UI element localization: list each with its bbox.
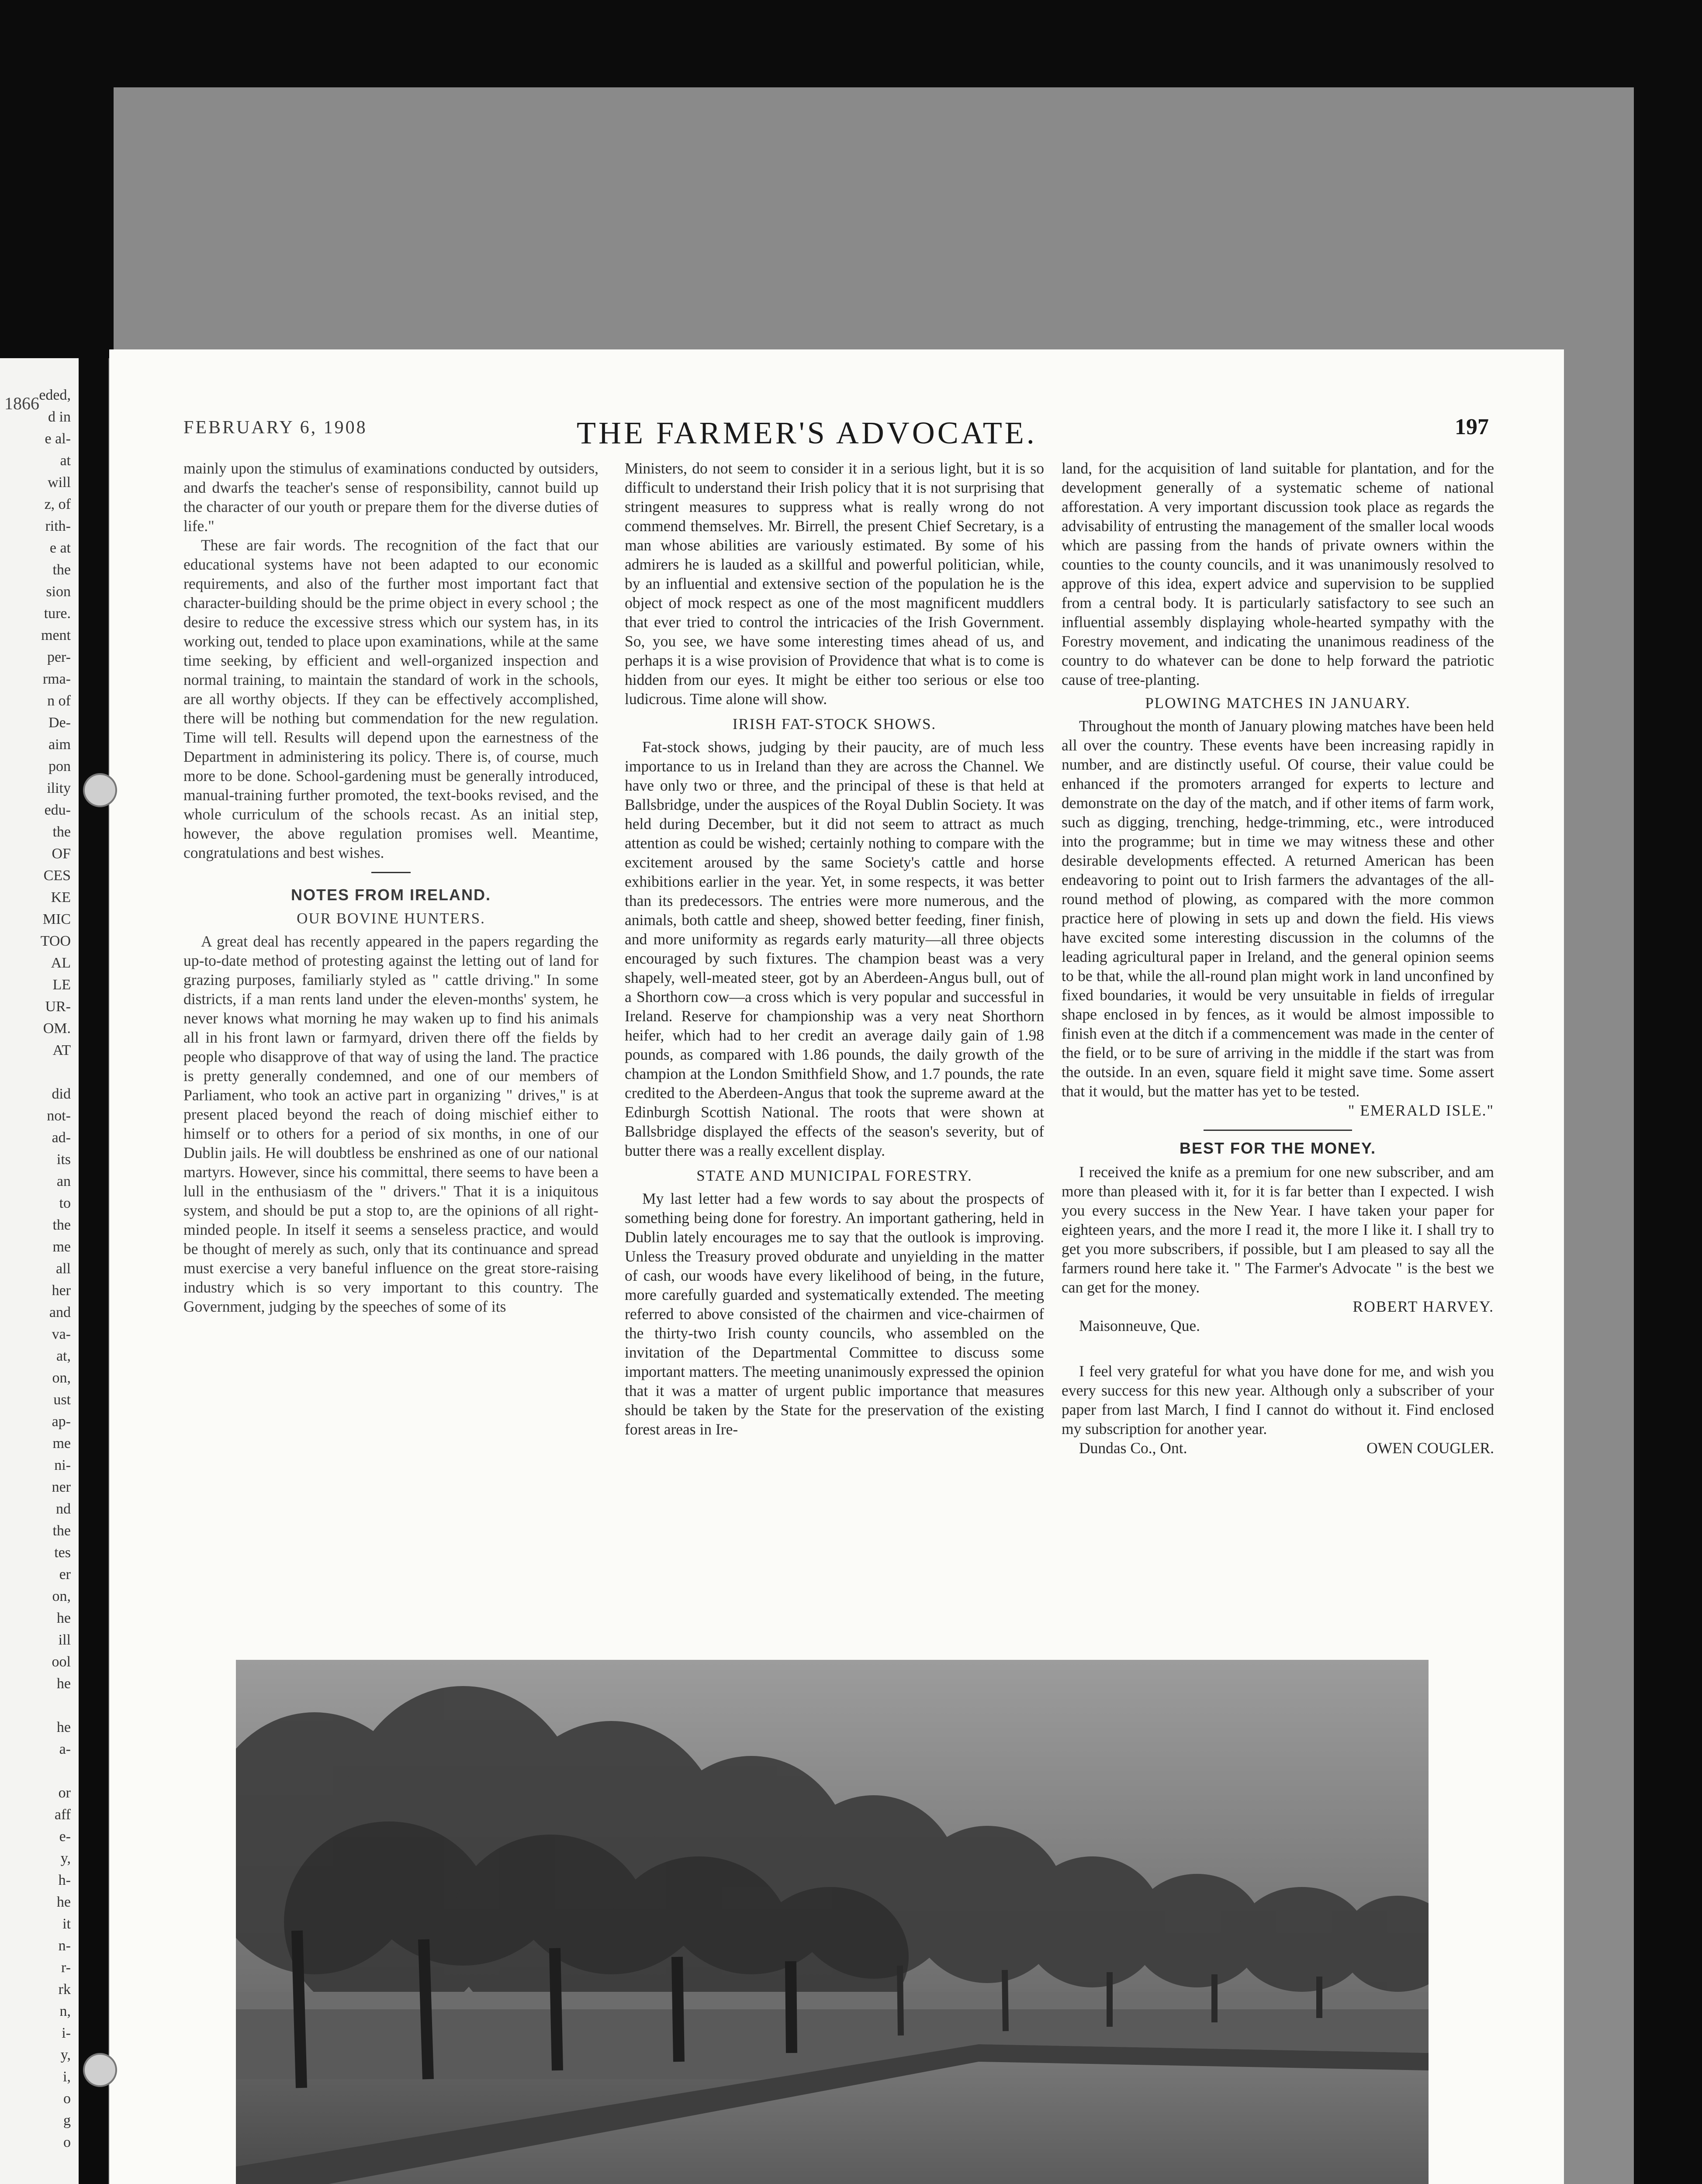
section-heading: BEST FOR THE MONEY. — [1179, 1139, 1377, 1157]
newspaper-page — [109, 349, 1564, 2184]
previous-page-fragment-line: nd — [56, 1501, 71, 1517]
previous-page-fragment-line: h- — [58, 1872, 71, 1888]
previous-page-fragment-line: rma- — [42, 671, 71, 687]
paragraph: My last letter had a few words to say about the prospects of something being done for forestry. An important gathering, held in Dublin lately encourages me to say that the outlook is improving. Unless the Treasury proved obdurate and unyielding in the matter of cash, our woods have every likelihood of being, in the future, more carefully guarded and systematically extended. The meeting referred to above consisted of the chairmen and vice-chairmen of the thirty-two Irish county councils, who assembled on the invitation of the Departmental Committee to discuss some important matters. The meeting unanimously expressed the opinion that it was a matter of urgent public importance that measures should be taken by the State for the preservation of the existing forest areas in Ire- — [625, 1190, 1044, 1438]
previous-page-fragment — [0, 358, 79, 2184]
previous-page-fragment-line: LE — [52, 977, 71, 993]
column-2 — [625, 459, 1044, 1439]
previous-page-fragment-line: on, — [52, 1588, 71, 1604]
previous-page-fragment-line: ap- — [52, 1413, 71, 1430]
separator-rule — [1204, 1130, 1352, 1131]
previous-page-fragment-line: will — [48, 474, 71, 491]
previous-page-fragment-line: did — [52, 1086, 71, 1102]
previous-page-fragment-line: g — [63, 2112, 71, 2129]
signature: ROBERT HARVEY. — [1353, 1298, 1494, 1315]
previous-page-fragment-line: y, — [60, 1850, 71, 1866]
previous-page-fragment-line: e al- — [45, 431, 71, 447]
previous-page-year: 1866 — [4, 394, 39, 413]
previous-page-fragment-line: the — [52, 1217, 71, 1233]
previous-page-fragment-line: and — [49, 1304, 71, 1320]
previous-page-fragment-line: he — [56, 1610, 71, 1626]
previous-page-fragment-line: ill — [58, 1632, 71, 1648]
previous-page-fragment-line: rk — [58, 1981, 71, 1997]
column-3 — [1062, 459, 1494, 1458]
binding-hole — [83, 773, 117, 807]
section-heading: NOTES FROM IRELAND. — [291, 886, 491, 904]
signature-line — [1062, 1438, 1494, 1458]
separator-rule — [371, 872, 411, 873]
previous-page-fragment-line: OF — [52, 846, 71, 862]
previous-page-fragment-line: to — [59, 1195, 71, 1211]
previous-page-fragment-line: the — [52, 562, 71, 578]
previous-page-fragment-line: CES — [43, 867, 71, 884]
previous-page-fragment-line: i, — [63, 2069, 71, 2085]
previous-page-fragment-line: er — [59, 1566, 71, 1583]
column-1 — [183, 459, 598, 1316]
previous-page-fragment-line — [1, 1061, 71, 1083]
previous-page-fragment-line: me — [52, 1239, 71, 1255]
previous-page-fragment-line: ad- — [52, 1130, 71, 1146]
previous-page-fragment-line: r- — [61, 1959, 71, 1976]
previous-page-fragment-line: ool — [52, 1654, 71, 1670]
previous-page-fragment-line: ni- — [54, 1457, 71, 1473]
previous-page-fragment-line: he — [56, 1894, 71, 1910]
previous-page-fragment-line: aff — [54, 1807, 71, 1823]
film-border-top — [0, 0, 1702, 87]
issue-date: FEBRUARY 6, 1908 — [183, 418, 367, 438]
previous-page-text — [1, 384, 71, 2153]
previous-page-fragment-line: AL — [51, 955, 71, 971]
previous-page-fragment-line: he — [56, 1719, 71, 1735]
previous-page-fragment-line: at — [60, 453, 71, 469]
paragraph: These are fair words. The recognition of the fact that our educational systems have not been adapted to our economic requirements, and also of the further most important fact that character-building should be the prime object in every school ; the desire to reduce the excessive stress which our system has, in its working out, tended to place upon examinations, while at the same time seeking, by efficient and well-organized inspection and normal training, to maintain the standard of work in the schools, are all worthy objects. If they can be effectively accomplished, there will be nothing but commendation for the new regulation. Time will tell. Results will depend upon the earnestness of the Department in administering its policy. There is, of course, much more to be done. School-gardening must be generally introduced, manual-training further promoted, the text-books revised, and the whole curriculum of the schools recast. As an initial step, however, the above regulation promises well. Meantime, congratulations and best wishes. — [183, 536, 598, 861]
tree-lined-driveway-photo — [236, 1660, 1429, 2184]
previous-page-fragment-line: me — [52, 1435, 71, 1451]
section-subheading: PLOWING MATCHES IN JANUARY. — [1145, 695, 1411, 712]
previous-page-fragment-line: ture. — [44, 605, 71, 622]
paragraph: A great deal has recently appeared in the papers regarding the up-to-date method of protesting against the letting out of land for grazing purposes, familiarly styled as " cattle driving." In some districts, if a man rents land under the eleven-months' system, he never knows what morning he may waken up to find his animals all in his front lawn or farmyard, driven there off the fields by people who disapprove of that way of using the land. The practice is pretty generally condemned, and one of our members of Parliament, who took an active part in organizing " drives," is at present placed beyond the reach of doing mischief either to himself or to others for a period of six months, in one of our Dublin jails. He will doubtless be enshrined as one of our national martyrs. However, since his committal, there seems to have been a lull in the enthusiasm of the " drivers." That it is a iniquitous system, and should be put a stop to, are the opinions of all right-minded people. In itself it seems a senseless practice, and would be thought of merely as such, only that its continuance and spread must exercise a very baneful influence on the great store-raising industry which is so very important to this country. The Government, judging by the speeches of some of its — [183, 933, 598, 1315]
previous-page-fragment-line: all — [56, 1261, 71, 1277]
section-subheading: OUR BOVINE HUNTERS. — [297, 910, 485, 927]
previous-page-fragment-line: he — [56, 1676, 71, 1692]
signature: OWEN COUGLER. — [1366, 1439, 1494, 1457]
previous-page-fragment-line: o — [63, 2134, 71, 2150]
previous-page-fragment-line: n- — [58, 1938, 71, 1954]
signature: " EMERALD ISLE." — [1348, 1102, 1494, 1119]
previous-page-fragment-line: KE — [51, 889, 71, 905]
previous-page-fragment-line: or — [58, 1785, 71, 1801]
previous-page-fragment-line: the — [52, 824, 71, 840]
previous-page-fragment-line: ner — [52, 1479, 71, 1495]
paragraph: mainly upon the stimulus of examinations conducted by outsiders, and dwarfs the teacher's sense of responsibility, cannot build up the character of our youth or prepare them for the diverse duties of life." — [183, 460, 598, 535]
paragraph: I received the knife as a premium for one new subscriber, and am more than pleased with it, for it is far better than I expected. I wish you every success in the New Year. I have taken your paper for eighteen years, and the more I read it, the more I like it. I shall try to get you more subscribers, if possible, but I am pleased to say all the farmers round here take it. " The Farmer's Advocate " is the best we can get for the money. — [1062, 1163, 1494, 1296]
section-subheading: STATE AND MUNICIPAL FORESTRY. — [696, 1167, 972, 1184]
previous-page-fragment-line: sion — [46, 584, 71, 600]
previous-page-fragment-line: her — [52, 1282, 71, 1299]
previous-page-fragment-line: a- — [59, 1741, 71, 1757]
previous-page-fragment-line: o — [63, 2091, 71, 2107]
previous-page-fragment-line: eded, — [39, 387, 71, 403]
previous-page-fragment-line: an — [56, 1173, 71, 1189]
previous-page-fragment-line: tes — [54, 1545, 71, 1561]
paragraph: Throughout the month of January plowing matches have been held all over the country. These events have been increasing rapidly in number, and are distinctly useful. Of course, their value could be enhanced if the promoters arranged for experts to lecture and demonstrate on the day of the match, and if other items of farm work, such as digging, trenching, hedge-trimming, etc., were introduced into the programme; but in time we may witness these and other desirable developments effected. A returned American has been endeavoring to point out to Irish farmers the advantages of the all-round method of plowing, as compared with the more common practice here of plowing in sets up and down the field. His views have excited some interesting discussion in the columns of the leading agricultural paper in Ireland, and the general opinion seems to be that, while the all-round plan might work in land unconfined by fixed boundaries, it would be very unsuitable in fields of irregular shape enclosed in by fences, as it would be almost impossible to finish even at the ditch if a commencement was made in the center of the field, or to be sure of arriving in the middle if the start was from the outside. In an even, square field it might save time. Some assert that it would, but the matter has yet to be tested. — [1062, 717, 1494, 1100]
previous-page-fragment-line: d in — [48, 409, 71, 425]
film-border-right — [1634, 0, 1702, 2184]
previous-page-fragment-line: De- — [48, 715, 71, 731]
previous-page-fragment-line: OM. — [43, 1020, 71, 1037]
previous-page-fragment-line: ment — [41, 627, 71, 643]
section-subheading: IRISH FAT-STOCK SHOWS. — [732, 715, 937, 733]
previous-page-fragment-line: MIC — [42, 911, 71, 927]
signature-place: Dundas Co., Ont. — [1079, 1439, 1187, 1457]
previous-page-fragment-line: TOO — [40, 933, 71, 949]
binding-hole — [83, 2053, 117, 2087]
paragraph: land, for the acquisition of land suitable for plantation, and for the development generally of a systematic scheme of national afforestation. A very important discussion took place as regards the advisability of entrusting the management of the smaller local woods which are passing from the hands of private owners within the counties to the county councils, and it was unanimously resolved to approve of this idea, expert advice and supervision to be supplied from a central body. It is particularly satisfactory to see such an influential assembly displaying whole-hearted sympathy with the Forestry movement, and indicating the unanimous readiness of the country to do whatever can be done to help forward the patriotic cause of tree-planting. — [1062, 460, 1494, 688]
previous-page-fragment-line — [1, 1760, 71, 1782]
previous-page-fragment-line: on, — [52, 1370, 71, 1386]
previous-page-fragment-line: AT — [52, 1042, 71, 1058]
paragraph: Ministers, do not seem to consider it in a serious light, but it is so difficult to understand their Irish policy that it is not surprising that stringent measures to suppress what is really wrong do not commend themselves. Mr. Birrell, the present Chief Secretary, is a man whose abilities are variously estimated. By some of his admirers he is lauded as a skillful and powerful politician, while, by an influential and extensive section of the population he is the object of mock respect as one of the most magnificent muddlers that ever tried to control the intricacies of the Irish Government. So, you see, we have some interesting times ahead of us, and perhaps it is a wise provision of Providence that what is to come is hidden from our eyes. It might be either too serious or else too ludicrous. Time alone will show. — [625, 460, 1044, 708]
previous-page-fragment-line: ility — [47, 780, 71, 796]
signature-place: Maisonneuve, Que. — [1079, 1317, 1200, 1334]
previous-page-fragment-line: the — [52, 1523, 71, 1539]
previous-page-fragment-line — [1, 1695, 71, 1717]
previous-page-fragment-line: z, of — [44, 496, 71, 512]
previous-page-fragment-line: edu- — [44, 802, 71, 818]
previous-page-fragment-line: n, — [59, 2003, 71, 2019]
paragraph: I feel very grateful for what you have done for me, and wish you every success for this new year. Although only a subscriber of your paper from last March, I find I cannot do without it. Find enclosed my subscription for another year. — [1062, 1362, 1494, 1438]
page-number: 197 — [1455, 415, 1489, 439]
previous-page-fragment-line: i- — [62, 2025, 71, 2041]
previous-page-fragment-line: at, — [56, 1348, 71, 1364]
paragraph: Fat-stock shows, judging by their paucity, are of much less importance to us in Ireland than they are across the Channel. We have only two or three, and the principal of these is that held at Ballsbridge, under the auspices of the Royal Dublin Society. It was held during December, but it did not seem to attract as much attention as could be wished; certainly nothing to compare with the excitement aroused by the same Society's cattle and horse exhibitions earlier in the year. Yet, in some respects, it was better than its predecessors. The entries were more numerous, and the animals, both cattle and sheep, showed better feeding, finer finish, and more uniformity as regards early maturity—all three objects encouraged by such fixtures. The champion beast was a very shapely, well-meated steer, got by an Aberdeen-Angus bull, out of a Shorthorn cow—a cross which is very popular and successful in Ireland. Reserve for championship was a very neat Shorthorn heifer, which had to her credit an average daily gain of 1.98 pounds, as compared with 1.86 pounds, the daily growth of the champion at the London Smithfield Show, and 1.7 pounds, the rate credited to the Aberdeen-Angus that took the supreme award at the Edinburgh Scottish National. The roots that were shown at Ballsbridge displayed the effects of the season's severity, but of butter there was a really excellent display. — [625, 738, 1044, 1159]
previous-page-fragment-line: e- — [59, 1828, 71, 1845]
previous-page-fragment-line: e at — [49, 540, 71, 556]
previous-page-fragment-line: per- — [47, 649, 71, 665]
previous-page-fragment-line: not- — [47, 1108, 71, 1124]
masthead-title: THE FARMER'S ADVOCATE. — [577, 415, 1037, 450]
previous-page-fragment-line: UR- — [45, 999, 71, 1015]
previous-page-fragment-line: its — [56, 1151, 71, 1168]
previous-page-fragment-line: n of — [47, 693, 71, 709]
previous-page-fragment-line: y, — [60, 2047, 71, 2063]
previous-page-fragment-line: it — [62, 1916, 71, 1932]
previous-page-fragment-line: rith- — [45, 518, 71, 534]
previous-page-fragment-line: pon — [48, 758, 71, 774]
previous-page-fragment-line: ust — [53, 1392, 71, 1408]
previous-page-fragment-line: va- — [52, 1326, 71, 1342]
previous-page-fragment-line: aim — [48, 736, 71, 753]
